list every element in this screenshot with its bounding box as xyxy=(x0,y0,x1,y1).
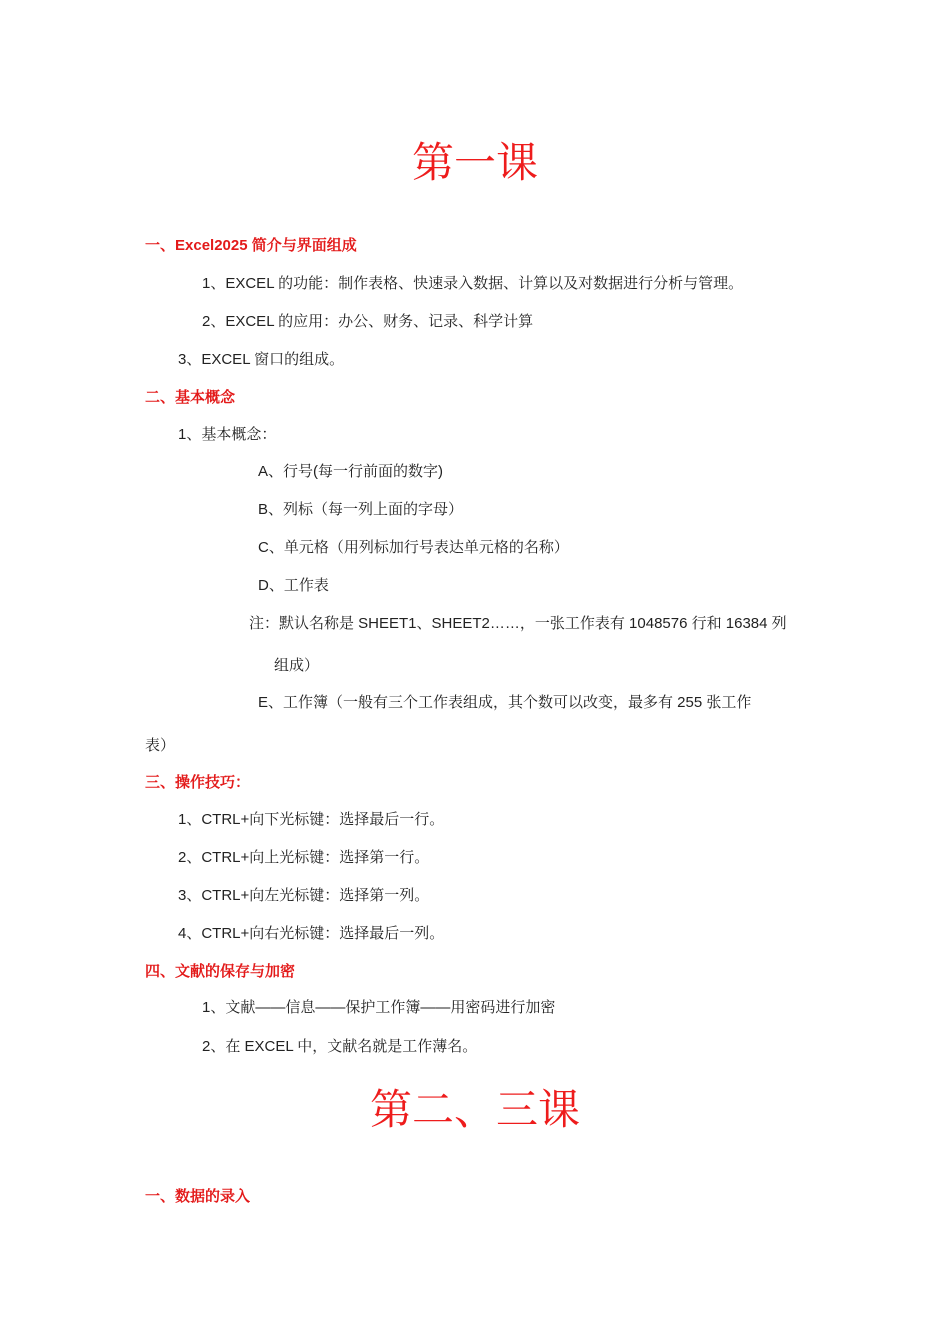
section-2-intro: 1、基本概念： xyxy=(178,426,277,443)
section-1-item-1: 1、EXCEL 的功能：制作表格、快速录入数据、计算以及对数据进行分析与管理。 xyxy=(202,275,744,292)
tip-item-2: 2、CTRL+向上光标键：选择第一行。 xyxy=(178,849,430,866)
lesson-2-title: 第二、三课 xyxy=(369,1085,580,1134)
concept-item-b: B、列标（每一列上面的字母） xyxy=(258,501,464,518)
tip-item-3: 3、CTRL+向左光标键：选择第一列。 xyxy=(178,887,430,904)
section-1-heading: 一、Excel2025 简介与界面组成 xyxy=(145,237,357,254)
tip-item-1: 1、CTRL+向下光标键：选择最后一行。 xyxy=(178,811,445,828)
section-3-heading: 三、操作技巧： xyxy=(145,774,251,791)
section-1-item-3: 3、EXCEL 窗口的组成。 xyxy=(178,351,345,368)
concept-item-c: C、单元格（用列标加行号表达单元格的名称） xyxy=(258,539,569,556)
section-4-heading: 四、文献的保存与加密 xyxy=(145,963,296,980)
concept-item-e-line-2: 表） xyxy=(145,737,176,754)
concept-item-a: A、行号(每一行前面的数字) xyxy=(258,463,443,480)
concept-item-d: D、工作表 xyxy=(258,577,329,594)
section-1-item-2: 2、EXCEL 的应用：办公、财务、记录、科学计算 xyxy=(202,313,534,330)
save-item-2: 2、在 EXCEL 中，文献名就是工作薄名。 xyxy=(202,1038,478,1055)
lesson-1-title: 第一课 xyxy=(411,138,538,187)
concept-item-e-line-1: E、工作簿（一般有三个工作表组成，其个数可以改变，最多有 255 张工作 xyxy=(258,694,752,711)
lesson-2-section-1-heading: 一、数据的录入 xyxy=(145,1188,251,1205)
concept-note-line-2: 组成） xyxy=(274,657,320,674)
section-2-heading: 二、基本概念 xyxy=(145,389,236,406)
tip-item-4: 4、CTRL+向右光标键：选择最后一列。 xyxy=(178,925,445,942)
save-item-1: 1、文献——信息——保护工作簿——用密码进行加密 xyxy=(202,999,556,1016)
concept-note-line-1: 注：默认名称是 SHEET1、SHEET2……，一张工作表有 1048576 行和 16384 列 xyxy=(249,615,787,632)
